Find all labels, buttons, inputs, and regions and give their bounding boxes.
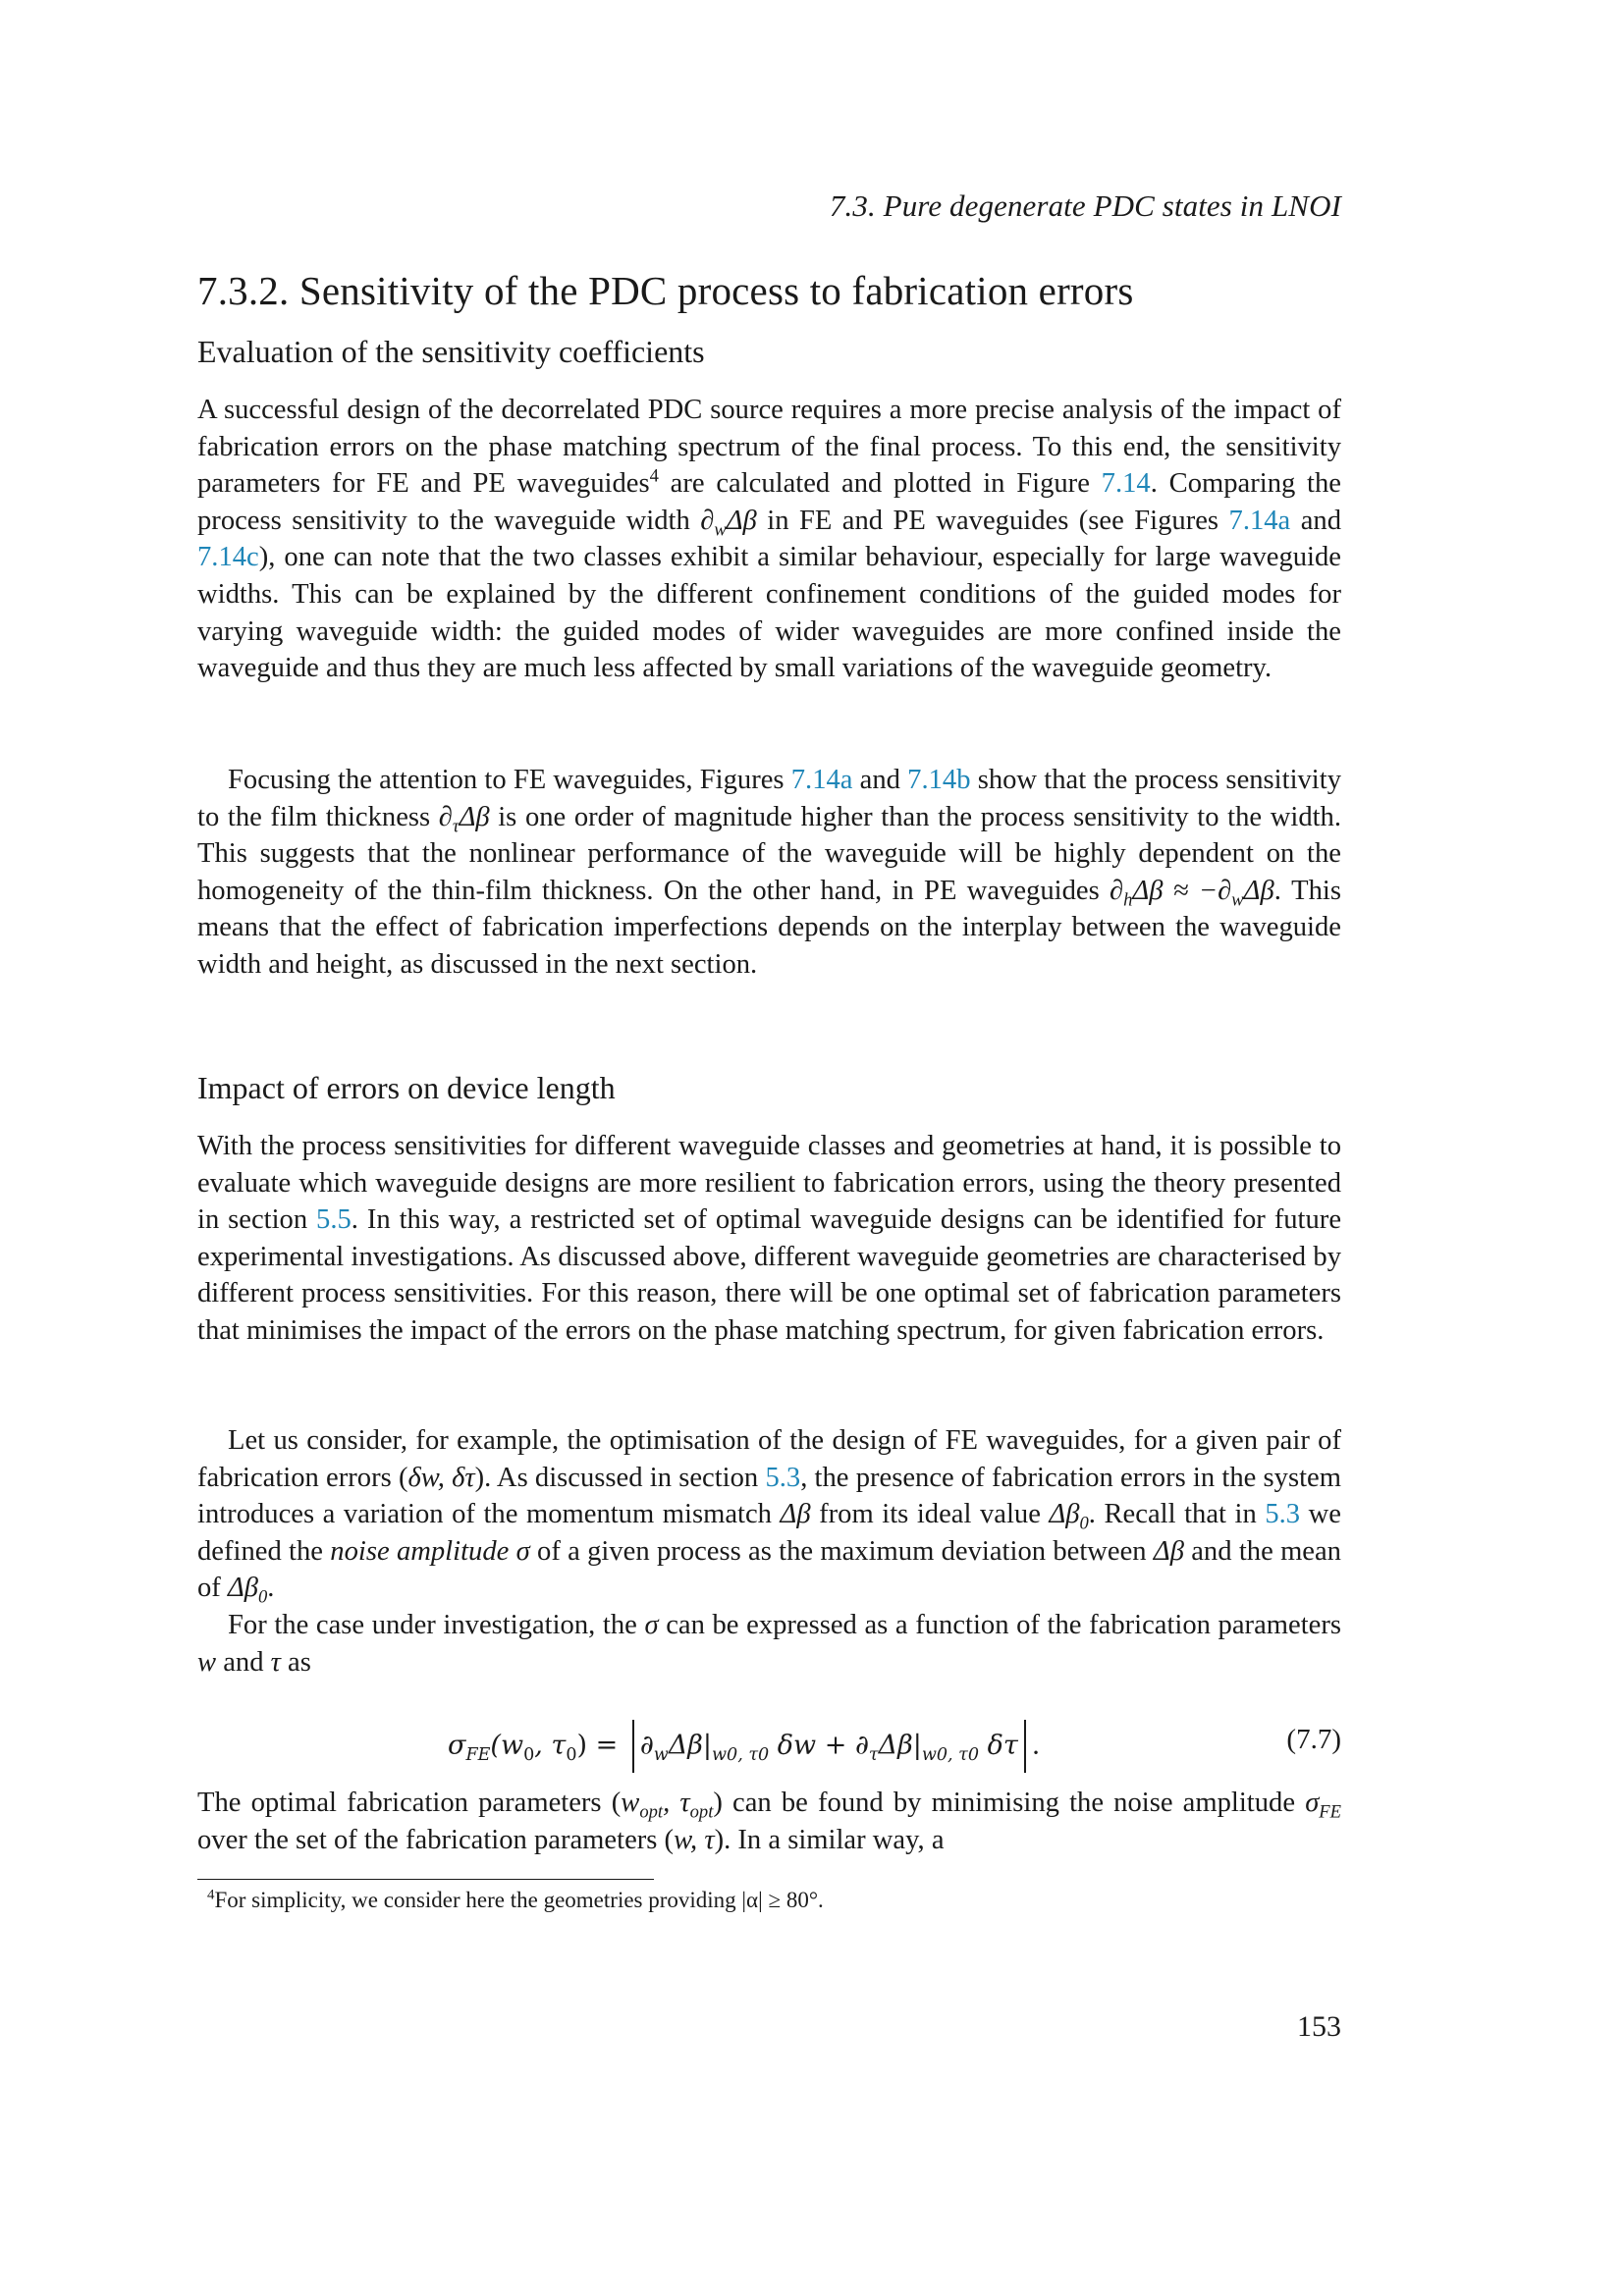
- section-link-5-3[interactable]: 5.3: [1265, 1499, 1301, 1530]
- footnote-divider: [197, 1879, 654, 1880]
- text: . Comparing the process sensitivity to the waveguide width: [197, 468, 1341, 536]
- figure-link-7-14a[interactable]: 7.14a: [1228, 505, 1291, 536]
- text: is one order of magnitude higher than the process sensitivity to the width. This suggests that the nonlinear performance of the waveguide will be highly dependent on the homogeneity of the thin-film thickness. On the other hand, in PE waveguides: [197, 801, 1342, 906]
- paragraph-5: [197, 1607, 1341, 1681]
- abs-bar-left: [632, 1720, 634, 1773]
- math-inline: $w_{opt}$, $\tau_{opt}$: [621, 1788, 714, 1823]
- text: Focusing the attention to FE waveguides, Figures: [228, 765, 791, 795]
- text: For the case under investigation, the: [228, 1610, 645, 1640]
- paragraph-1: [197, 392, 1341, 687]
- math-inline: $\partial_\tau\Delta\beta$: [438, 801, 490, 837]
- text: we defined the: [197, 1499, 1341, 1567]
- abs-bar-right: [1024, 1720, 1026, 1773]
- math-inline: Δβ: [1153, 1535, 1184, 1567]
- text: .: [267, 1573, 275, 1604]
- text: ). As discussed in section: [474, 1462, 766, 1493]
- paragraph-2: [197, 762, 1341, 984]
- text: . In this way, a restricted set of optimal waveguide designs can be identified for future experimental investigations. As discussed above, different waveguide geometries are characterised by different process sensitivities. For this reason, there will be one optimal set of fabrication parameters that minimises the impact of the errors on the phase matching spectrum, for given fabrication errors.: [197, 1204, 1342, 1346]
- section-link-5-3[interactable]: 5.3: [765, 1462, 801, 1493]
- figure-link-7-14c[interactable]: 7.14c: [197, 542, 259, 573]
- math-inline: $\Delta\beta_0$: [227, 1573, 268, 1609]
- math-inline: $\Delta\beta_0$: [1049, 1499, 1089, 1534]
- text: show that the process sensitivity to the film thickness: [197, 765, 1341, 832]
- math-inline: σ: [644, 1610, 659, 1640]
- text: With the process sensitivities for different waveguide classes and geometries at hand, it is possible to evaluate which waveguide designs are more resilient to fabrication errors, using the theory presented in section: [197, 1131, 1341, 1236]
- footnote: [207, 1888, 824, 1913]
- math-inline: Δβ: [780, 1499, 811, 1530]
- text: in FE and PE waveguides (see Figures: [756, 505, 1229, 536]
- math-inline: τ: [270, 1646, 281, 1678]
- text: are calculated and plotted in Figure: [658, 468, 1102, 500]
- section-link-5-5[interactable]: 5.5: [316, 1204, 352, 1236]
- footnote-marker[interactable]: 4: [649, 465, 659, 487]
- text: as: [280, 1646, 311, 1678]
- paragraph-3: [197, 1128, 1341, 1350]
- math-inline: $\partial_h\Delta\beta \approx -\partial_w\Delta\beta$: [1110, 875, 1274, 911]
- subsection-title-impact: Impact of errors on device length: [197, 1070, 616, 1105]
- math-inline: w, τ: [674, 1824, 715, 1855]
- figure-link-7-14b[interactable]: 7.14b: [907, 765, 971, 795]
- text: , the presence of fabrication errors in the system introduces a variation of the momentum mismatch: [197, 1462, 1341, 1530]
- math-inline: δw, δτ: [407, 1462, 475, 1493]
- text: . Recall that in: [1088, 1499, 1266, 1530]
- text: Let us consider, for example, the optimisation of the design of FE waveguides, for a given pair of fabrication errors (: [197, 1425, 1341, 1493]
- text: . This means that the effect of fabrication imperfections depends on the interplay between the waveguide width and height, as discussed in the next section.: [197, 875, 1341, 980]
- running-head: 7.3. Pure degenerate PDC states in LNOI: [829, 188, 1341, 223]
- math-inline: $\sigma_{FE}$: [1305, 1788, 1341, 1823]
- figure-link-7-14[interactable]: 7.14: [1101, 468, 1151, 500]
- paragraph-6: [197, 1785, 1341, 1858]
- page-number: 153: [1297, 2010, 1341, 2043]
- text: of a given process as the maximum deviation between: [529, 1535, 1154, 1567]
- emphasis: noise amplitude σ: [330, 1535, 530, 1567]
- equation-7-7: [197, 1716, 1341, 1775]
- math-inline: w: [197, 1646, 217, 1678]
- equation-body: $\sigma_{FE}(w_0$, $\tau_0) = \partial_w\Delta\beta|_{w0, \tau 0}$ $\delta w + \partial_\tau\Delta\beta|_{w0, \tau 0}$ δτ .: [448, 1720, 1040, 1773]
- footnote-mark: 4: [207, 1887, 215, 1903]
- text: from its ideal value: [810, 1499, 1050, 1530]
- text: can be expressed as a function of the fabrication parameters: [658, 1610, 1341, 1640]
- text: ). In a similar way, a: [714, 1824, 945, 1855]
- footnote-text: For simplicity, we consider here the geometries providing |α| ≥ 80°.: [214, 1888, 824, 1912]
- text: over the set of the fabrication parameters (: [197, 1824, 675, 1855]
- text: and: [852, 765, 908, 795]
- text: ), one can note that the two classes exhibit a similar behaviour, especially for large waveguide widths. This can be explained by the different confinement conditions of the guided modes for varying waveguide width: the guided modes of wider waveguides are more confined inside the waveguide and thus they are much less affected by small variations of the waveguide geometry.: [197, 542, 1341, 684]
- math-inline: $\partial_w\Delta\beta$: [700, 505, 757, 541]
- equation-number: (7.7): [1286, 1724, 1341, 1755]
- text: and: [216, 1646, 271, 1678]
- figure-link-7-14a[interactable]: 7.14a: [790, 765, 853, 795]
- text: and: [1290, 505, 1341, 536]
- text: and the mean of: [197, 1535, 1341, 1604]
- text: A successful design of the decorrelated PDC source requires a more precise analysis of the impact of fabrication errors on the phase matching spectrum of the final process. To this end, the sensitivity parameters for FE and PE waveguides: [197, 395, 1341, 500]
- subsection-title-sensitivity: Evaluation of the sensitivity coefficients: [197, 334, 705, 369]
- section-title: 7.3.2. Sensitivity of the PDC process to fabrication errors: [197, 268, 1134, 313]
- text: ) can be found by minimising the noise amplitude: [713, 1788, 1306, 1818]
- paragraph-4: [197, 1422, 1341, 1607]
- text: The optimal fabrication parameters (: [197, 1788, 622, 1818]
